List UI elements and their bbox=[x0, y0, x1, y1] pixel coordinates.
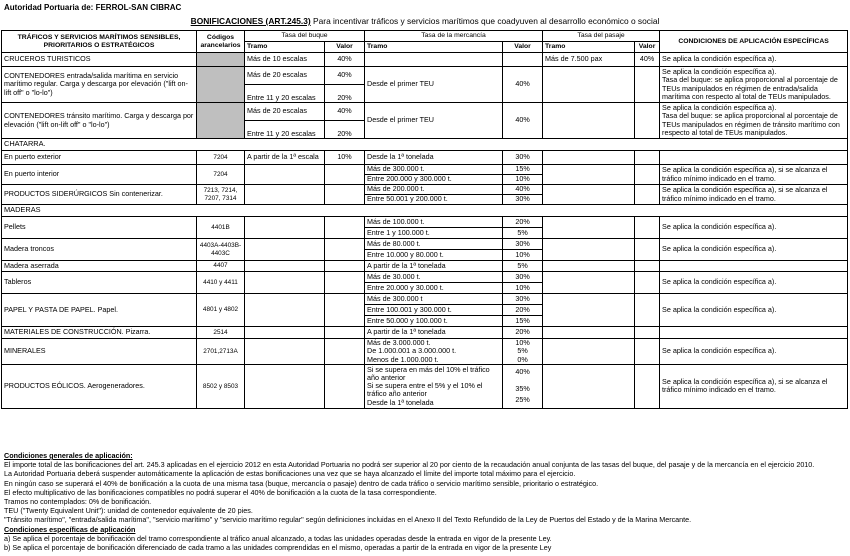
code-cell bbox=[197, 67, 245, 103]
merc-valor: 30% bbox=[503, 239, 543, 250]
merc-tramo bbox=[365, 339, 503, 365]
buque-valor bbox=[325, 339, 365, 365]
specific-conditions-title: Condiciones específicas de aplicación bbox=[4, 524, 136, 534]
buque-tramo bbox=[245, 185, 325, 205]
tramo-2: Si se supera entre el 5% y el 10% el tráfico año anterior bbox=[367, 381, 483, 399]
col-tasa-pasaje: Tasa del pasaje bbox=[543, 31, 660, 42]
row-siderurgicos bbox=[2, 185, 848, 195]
buque-tramo bbox=[245, 239, 325, 261]
traf-name: MINERALES bbox=[2, 339, 197, 365]
col-tasa-buque: Tasa del buque bbox=[245, 31, 365, 42]
traf-name: CONTENEDORES entrada/salida marítima en servicio marítimo regular. Carga y descarga por elevación ("lift on-lift off" o "lo-lo") bbox=[2, 67, 197, 103]
buque-valor: 40% bbox=[325, 67, 365, 85]
merc-valor: 40% bbox=[503, 103, 543, 139]
pasaje-valor bbox=[635, 364, 660, 408]
code-cell: 2701,2713A bbox=[197, 339, 245, 365]
sub-tramo-mercancia: Tramo bbox=[365, 42, 503, 53]
condicion bbox=[660, 327, 848, 339]
buque-valor bbox=[325, 185, 365, 205]
condicion-a: Se aplica la condición específica a). bbox=[662, 66, 777, 76]
merc-valor: 15% bbox=[503, 165, 543, 175]
merc-valor: 40% bbox=[503, 185, 543, 195]
buque-valor: 20% bbox=[325, 121, 365, 139]
merc-tramo: Más de 300.000 t bbox=[365, 294, 503, 305]
merc-tramo: Desde la 1ª tonelada bbox=[365, 151, 503, 165]
pasaje-valor bbox=[635, 185, 660, 205]
merc-tramo: Más de 200.000 t. bbox=[365, 185, 503, 195]
valor-1: 10% bbox=[515, 338, 530, 347]
pasaje-tramo bbox=[543, 327, 635, 339]
sub-valor-mercancia: Valor bbox=[503, 42, 543, 53]
traf-name: PRODUCTOS EÓLICOS. Aerogeneradores. bbox=[2, 364, 197, 408]
buque-valor: 40% bbox=[325, 53, 365, 67]
pasaje-valor bbox=[635, 272, 660, 294]
traf-name: Madera aserrada bbox=[2, 261, 197, 272]
merc-valor: 30% bbox=[503, 195, 543, 205]
row-eolicos bbox=[2, 364, 848, 408]
row-cruceros bbox=[2, 53, 848, 67]
bonificaciones-table bbox=[1, 30, 848, 409]
pasaje-valor bbox=[635, 261, 660, 272]
merc-valor: 20% bbox=[503, 327, 543, 339]
code-cell: 7204 bbox=[197, 165, 245, 185]
code-cell: 2514 bbox=[197, 327, 245, 339]
condicion: Se aplica la condición específica a). bbox=[660, 294, 848, 327]
buque-valor bbox=[325, 327, 365, 339]
code-cell: 4801 y 4802 bbox=[197, 294, 245, 327]
buque-valor: 40% bbox=[325, 103, 365, 121]
row-contenedores-transito bbox=[2, 103, 848, 121]
pasaje-valor bbox=[635, 103, 660, 139]
buque-tramo: Entre 11 y 20 escalas bbox=[245, 121, 325, 139]
code-cell: 4401B bbox=[197, 217, 245, 239]
col-traficos: TRÁFICOS Y SERVICIOS MARÍTIMOS SENSIBLES, PRIORITARIOS O ESTRATÉGICOS bbox=[2, 31, 197, 53]
pasaje-tramo bbox=[543, 272, 635, 294]
valor-3: 0% bbox=[517, 354, 528, 364]
sub-valor-buque: Valor bbox=[325, 42, 365, 53]
valor-2: 35% bbox=[515, 384, 530, 394]
buque-valor bbox=[325, 294, 365, 327]
merc-tramo: Entre 50.000 y 100.000 t. bbox=[365, 316, 503, 327]
condicion-tasa-buque: Tasa del buque: se aplica proporcional al porcentaje de TEUs manipulados en régimen de entrada/salida marítima con respecto al total de TEUs manipulados. bbox=[662, 75, 838, 101]
buque-tramo: Entre 11 y 20 escalas bbox=[245, 85, 325, 103]
col-tasa-mercancia: Tasa de la mercancía bbox=[365, 31, 543, 42]
condicion bbox=[660, 261, 848, 272]
merc-valor: 5% bbox=[503, 228, 543, 239]
merc-tramo: Entre 1 y 100.000 t. bbox=[365, 228, 503, 239]
code-cell bbox=[197, 53, 245, 67]
valor-1: 40% bbox=[515, 367, 530, 377]
buque-valor: 20% bbox=[325, 85, 365, 103]
merc-tramo: Entre 20.000 y 30.000 t. bbox=[365, 283, 503, 294]
merc-valor: 40% bbox=[503, 67, 543, 103]
row-minerales bbox=[2, 339, 848, 365]
condicion bbox=[660, 151, 848, 165]
pasaje-tramo bbox=[543, 151, 635, 165]
pasaje-valor bbox=[635, 165, 660, 185]
merc-tramo: A partir de la 1ª tonelada bbox=[365, 261, 503, 272]
pasaje-tramo bbox=[543, 103, 635, 139]
buque-tramo bbox=[245, 327, 325, 339]
code-cell: 8502 y 8503 bbox=[197, 364, 245, 408]
merc-valor: 20% bbox=[503, 305, 543, 316]
pasaje-valor bbox=[635, 294, 660, 327]
code-cell: 7204 bbox=[197, 151, 245, 165]
title-bold: BONIFICACIONES (ART.245.3) bbox=[190, 16, 311, 26]
pasaje-valor bbox=[635, 339, 660, 365]
col-codigos: Códigos arancelarios bbox=[197, 31, 245, 53]
buque-tramo bbox=[245, 165, 325, 185]
merc-valor: 30% bbox=[503, 294, 543, 305]
section-title: CHATARRA. bbox=[2, 139, 848, 151]
condicion bbox=[660, 103, 848, 139]
sub-tramo-buque: Tramo bbox=[245, 42, 325, 53]
general-condition-1: El importe total de las bonificaciones del art. 245.3 aplicadas en el ejercicio 2012 en esta Autoridad Portuaria no podrá ser superior al 20 por ciento de la recaudación anual conjunta de las tasas del buque, del pasaje y de la mercancía en el ejercicio 2010. bbox=[4, 460, 815, 470]
merc-valor: 5% bbox=[503, 261, 543, 272]
pasaje-tramo bbox=[543, 339, 635, 365]
buque-valor bbox=[325, 261, 365, 272]
code-cell: 4407 bbox=[197, 261, 245, 272]
code-cell: 4410 y 4411 bbox=[197, 272, 245, 294]
merc-tramo bbox=[365, 364, 503, 408]
buque-tramo: A partir de la 1ª escala bbox=[245, 151, 325, 165]
condicion: Se aplica la condición específica a). bbox=[660, 339, 848, 365]
condicion-tasa-buque: Tasa del buque: se aplica proporcional al porcentaje de TEUs manipulados en régimen de tránsito marítimo con respecto al total de TEUs manipulados. bbox=[662, 111, 840, 137]
merc-tramo: Entre 100.001 y 300.000 t. bbox=[365, 305, 503, 316]
row-aserrada bbox=[2, 261, 848, 272]
buque-tramo: Más de 10 escalas bbox=[245, 53, 325, 67]
traf-name: CRUCEROS TURISTICOS bbox=[2, 53, 197, 67]
merc-tramo: Entre 200.000 y 300.000 t. bbox=[365, 175, 503, 185]
row-troncos bbox=[2, 239, 848, 250]
merc-tramo: Entre 10.000 y 80.000 t. bbox=[365, 250, 503, 261]
condicion bbox=[660, 67, 848, 103]
buque-tramo: Más de 20 escalas bbox=[245, 67, 325, 85]
general-condition-4: El efecto multiplicativo de las bonificaciones compatibles no podrá superar el 40% de bonificación a la cuota de la tasa correspondiente. bbox=[4, 487, 437, 497]
tramo-3: Menos de 1.000.000 t. bbox=[367, 354, 439, 364]
buque-tramo: Más de 20 escalas bbox=[245, 103, 325, 121]
pasaje-tramo bbox=[543, 294, 635, 327]
merc-tramo: Más de 300.000 t. bbox=[365, 165, 503, 175]
pasaje-tramo: Más de 7.500 pax bbox=[543, 53, 635, 67]
merc-tramo: Más de 80.000 t. bbox=[365, 239, 503, 250]
merc-tramo: Entre 50.001 y 200.000 t. bbox=[365, 195, 503, 205]
pasaje-tramo bbox=[543, 261, 635, 272]
buque-valor bbox=[325, 364, 365, 408]
merc-tramo: A partir de la 1ª tonelada bbox=[365, 327, 503, 339]
merc-valor bbox=[503, 364, 543, 408]
buque-tramo bbox=[245, 339, 325, 365]
valor-3: 25% bbox=[515, 395, 530, 405]
code-cell bbox=[197, 103, 245, 139]
merc-valor: 30% bbox=[503, 272, 543, 283]
merc-tramo: Más de 30.000 t. bbox=[365, 272, 503, 283]
merc-valor: 30% bbox=[503, 151, 543, 165]
valor-2: 5% bbox=[517, 346, 528, 356]
pasaje-tramo bbox=[543, 165, 635, 185]
section-title: MADERAS bbox=[2, 205, 848, 217]
row-interior bbox=[2, 165, 848, 175]
page-title bbox=[0, 17, 850, 27]
pasaje-valor bbox=[635, 151, 660, 165]
tramo-1: Más de 3.000.000 t. bbox=[367, 338, 431, 347]
row-tableros bbox=[2, 272, 848, 283]
pasaje-tramo bbox=[543, 364, 635, 408]
traf-name: Tableros bbox=[2, 272, 197, 294]
pasaje-valor bbox=[635, 67, 660, 103]
pasaje-valor bbox=[635, 217, 660, 239]
merc-valor: 20% bbox=[503, 217, 543, 228]
tramo-1: Si se supera en más del 10% el tráfico año anterior bbox=[367, 364, 490, 382]
traf-name: PAPEL Y PASTA DE PAPEL. Papel. bbox=[2, 294, 197, 327]
row-contenedores-regular bbox=[2, 67, 848, 85]
condicion: Se aplica la condición específica a). bbox=[660, 239, 848, 261]
pasaje-tramo bbox=[543, 185, 635, 205]
buque-tramo bbox=[245, 261, 325, 272]
pasaje-tramo bbox=[543, 67, 635, 103]
pasaje-valor bbox=[635, 239, 660, 261]
general-condition-5: Tramos no contemplados: 0% de bonificación. bbox=[4, 497, 152, 507]
merc-valor: 15% bbox=[503, 316, 543, 327]
notes-section bbox=[4, 451, 846, 552]
traf-name: MATERIALES DE CONSTRUCCIÓN. Pizarra. bbox=[2, 327, 197, 339]
general-condition-3: En ningún caso se superará el 40% de bonificación a la cuota de una misma tasa (buque, mercancía o pasaje) dentro de cada tráfico o servicio marítimo sensible, prioritario o estratégico. bbox=[4, 478, 599, 488]
row-papel bbox=[2, 294, 848, 305]
condicion: Se aplica la condición específica a). bbox=[660, 217, 848, 239]
row-section-chatarra bbox=[2, 139, 848, 151]
buque-valor bbox=[325, 239, 365, 261]
traf-name: En puerto interior bbox=[2, 165, 197, 185]
traf-name: En puerto exterior bbox=[2, 151, 197, 165]
traf-name: Pellets bbox=[2, 217, 197, 239]
merc-valor: 10% bbox=[503, 250, 543, 261]
code-cell: 4403A-4403B-4403C bbox=[197, 239, 245, 261]
general-condition-2: La Autoridad Portuaria deberá suspender automáticamente la aplicación de estas bonificaciones una vez que se haya alcanzado el límite del importe total máximo para el ejercicio. bbox=[4, 469, 576, 479]
buque-valor bbox=[325, 165, 365, 185]
code-cell: 7213, 7214, 7207, 7314 bbox=[197, 185, 245, 205]
pasaje-tramo bbox=[543, 239, 635, 261]
row-section-maderas bbox=[2, 205, 848, 217]
buque-valor bbox=[325, 217, 365, 239]
buque-tramo bbox=[245, 217, 325, 239]
merc-valor bbox=[503, 339, 543, 365]
merc-tramo: Desde el primer TEU bbox=[365, 103, 503, 139]
condicion-a: Se aplica la condición específica a). bbox=[662, 102, 777, 112]
row-construccion bbox=[2, 327, 848, 339]
buque-valor: 10% bbox=[325, 151, 365, 165]
general-conditions-title: Condiciones generales de aplicación: bbox=[4, 451, 133, 460]
condicion: Se aplica la condición específica a), si se alcanza el tráfico mínimo indicado en el tramo. bbox=[660, 165, 848, 185]
specific-condition-a: a) Se aplica el porcentaje de bonificación del tramo correspondiente al tráfico anual alcanzado, a todas las unidades operadas desde la entrada en vigor de la presente Ley. bbox=[4, 533, 552, 543]
condicion: Se aplica la condición específica a). bbox=[660, 272, 848, 294]
row-exterior bbox=[2, 151, 848, 165]
traf-name: PRODUCTOS SIDERÚRGICOS Sin contenerizar. bbox=[2, 185, 197, 205]
pasaje-valor bbox=[635, 327, 660, 339]
buque-tramo bbox=[245, 294, 325, 327]
buque-tramo bbox=[245, 272, 325, 294]
buque-tramo bbox=[245, 364, 325, 408]
condicion: Se aplica la condición específica a), si se alcanza el tráfico mínimo indicado en el tramo. bbox=[660, 364, 848, 408]
merc-tramo: Desde el primer TEU bbox=[365, 67, 503, 103]
merc-tramo: Más de 100.000 t. bbox=[365, 217, 503, 228]
tramo-2: De 1.000.001 a 3.000.000 t. bbox=[367, 346, 457, 356]
traf-name: CONTENEDORES tránsito marítimo. Carga y descarga por elevación ("lift on-lift off" o "lo-lo") bbox=[2, 103, 197, 139]
condicion: Se aplica la condición específica a). bbox=[660, 53, 848, 67]
sub-tramo-pasaje: Tramo bbox=[543, 42, 635, 53]
traf-name: Madera troncos bbox=[2, 239, 197, 261]
pasaje-tramo bbox=[543, 217, 635, 239]
merc-tramo bbox=[365, 53, 503, 67]
sub-valor-pasaje: Valor bbox=[635, 42, 660, 53]
port-authority-header: Autoridad Portuaria de: FERROL-SAN CIBRAC bbox=[4, 3, 182, 12]
row-pellets bbox=[2, 217, 848, 228]
tramo-3: Desde la 1ª tonelada bbox=[367, 397, 434, 407]
col-condiciones: CONDICIONES DE APLICACIÓN ESPECÍFICAS bbox=[660, 31, 848, 53]
condicion: Se aplica la condición específica a), si se alcanza el tráfico mínimo indicado en el tramo. bbox=[660, 185, 848, 205]
specific-condition-b: b) Se aplica el porcentaje de bonificación diferenciado de cada tramo a las unidades comprendidas en el mismo, operadas a partir de la entrada en vigor de la presente Ley bbox=[4, 543, 552, 553]
title-rest: Para incentivar tráficos y servicios marítimos que coadyuven al desarrollo económico o social bbox=[310, 16, 660, 26]
pasaje-valor: 40% bbox=[635, 53, 660, 67]
general-condition-6: TEU ("Twenty Equivalent Unit"): unidad de contenedor equivalente de 20 pies. bbox=[4, 506, 253, 516]
buque-valor bbox=[325, 272, 365, 294]
merc-valor: 10% bbox=[503, 175, 543, 185]
merc-valor bbox=[503, 53, 543, 67]
general-condition-7: "Tránsito marítimo", "entrada/salida marítima", "servicio marítimo" y "servicio marítimo regular" según definiciones incluidas en el Anexo II del Texto Refundido de la Ley de Puertos del Estado y de la Marina Mercante. bbox=[4, 515, 692, 525]
merc-valor: 10% bbox=[503, 283, 543, 294]
